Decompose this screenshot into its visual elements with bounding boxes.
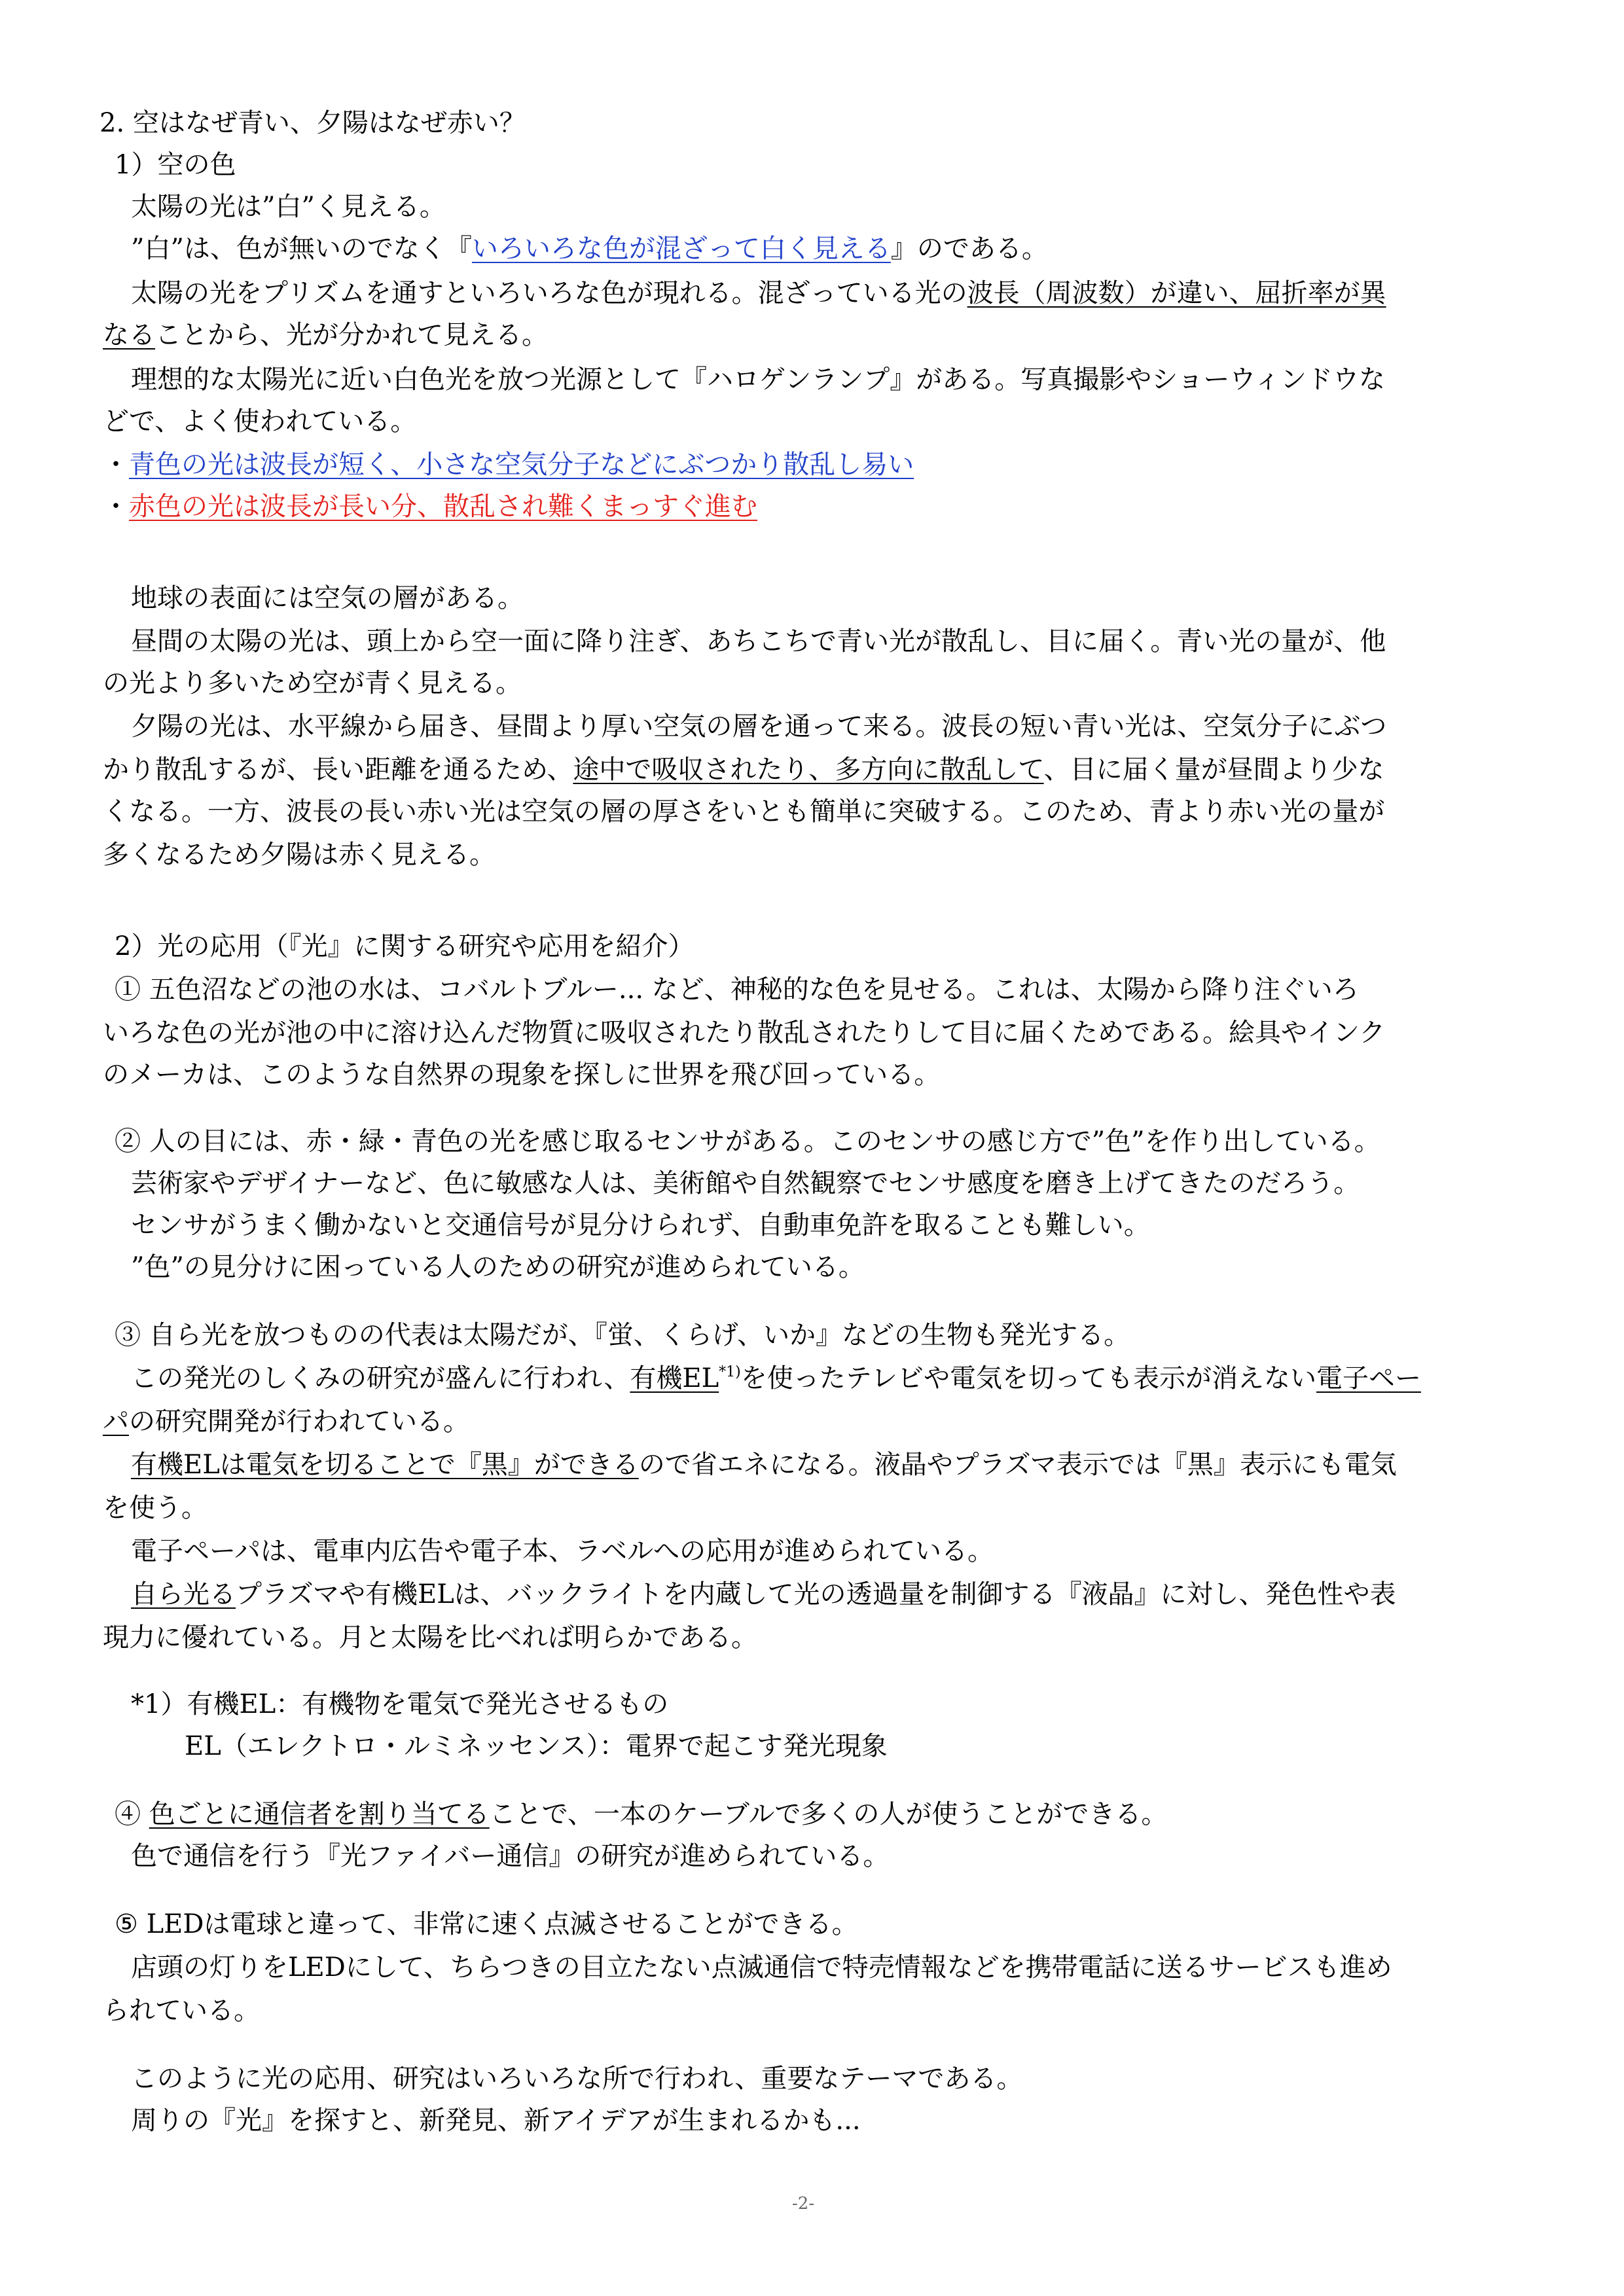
subsection-heading-light-applications: 2）光の応用（『光』に関する研究や応用を紹介） <box>115 931 695 961</box>
item-3-line: を使う。 <box>103 1493 208 1523</box>
item-3-line: ③ 自ら光を放つものの代表は太陽だが、『蛍、くらげ、いか』などの生物も発光する。 <box>115 1320 1130 1350</box>
text-span: 太陽の光をプリズムを通すといろいろな色が現れる。混ざっている光の <box>131 278 967 308</box>
item-3-line <box>131 1448 1397 1482</box>
footnote-line: *1）有機EL：有機物を電気で発光させるもの <box>131 1689 669 1719</box>
highlight-text: いろいろな色が混ざって白く見える <box>471 234 891 264</box>
item-3-line <box>131 1577 1396 1611</box>
item-4-line <box>115 1797 1167 1831</box>
item-3-line <box>103 1405 469 1439</box>
conclusion-line: 周りの『光』を探すと、新発見、新アイデアが生まれるかも... <box>131 2106 861 2136</box>
text-span: ことから、光が分かれて見える。 <box>155 320 548 350</box>
paragraph-line: 理想的な太陽光に近い白色光を放つ光源として『ハロゲンランプ』がある。写真撮影やショーウィンドウな <box>131 365 1385 395</box>
paragraph-line: くなる。一方、波長の長い赤い光は空気の層の厚さをいとも簡単に突破する。このため、青より赤い光の量が <box>103 797 1385 827</box>
text-span: の研究開発が行われている。 <box>129 1407 469 1437</box>
text-span: プラズマや有機ELは、バックライトを内蔵して光の透過量を制御する『液晶』に対し、発色性や表 <box>236 1579 1396 1609</box>
paragraph-line: 昼間の太陽の光は、頭上から空一面に降り注ぎ、あちこちで青い光が散乱し、目に届く。青い光の量が、他 <box>131 626 1386 656</box>
subsection-heading-sky-color: 1）空の色 <box>115 150 236 180</box>
paragraph-line: の光より多いため空が青く見える。 <box>103 668 522 698</box>
paragraph-line: 太陽の光は”白”く見える。 <box>131 192 446 222</box>
text-span: を使ったテレビや電気を切っても表示が消えない <box>740 1363 1316 1393</box>
paragraph-line: 夕陽の光は、水平線から届き、昼間より厚い空気の層を通って来る。波長の短い青い光は、空気分子にぶつ <box>131 711 1387 742</box>
bullet-red-light <box>103 490 757 524</box>
underlined-text: パ <box>103 1407 129 1437</box>
highlight-text: 青色の光は波長が短く、小さな空気分子などにぶつかり散乱し易い <box>129 450 914 480</box>
text-span: 』のである。 <box>890 234 1048 264</box>
paragraph-line: 多くなるため夕陽は赤く見える。 <box>103 840 496 870</box>
bullet-blue-light <box>103 448 914 482</box>
item-1-line: ① 五色沼などの池の水は、コバルトブルー... など、神秘的な色を見せる。これは、太陽から降り注ぐいろ <box>115 975 1359 1005</box>
underlined-text: 色ごとに通信者を割り当てる <box>149 1799 490 1829</box>
item-2-line: ② 人の目には、赤・緑・青色の光を感じ取るセンサがある。このセンサの感じ方で”色”を作り出している。 <box>115 1126 1380 1157</box>
item-5-line: ⑤ LEDは電球と違って、非常に速く点滅させることができる。 <box>115 1909 858 1939</box>
underlined-text: 途中で吸収されたり、多方向に散乱して <box>573 755 1044 785</box>
paragraph-line <box>103 753 1384 787</box>
underlined-text: 電子ペー <box>1316 1363 1421 1393</box>
item-3-line: 電子ペーパは、電車内広告や電子本、ラベルへの応用が進められている。 <box>131 1536 994 1566</box>
underlined-text: 有機ELは電気を切ることで『黒』ができる <box>131 1450 639 1480</box>
paragraph-line <box>103 318 548 352</box>
text-span: この発光のしくみの研究が盛んに行われ、 <box>131 1363 630 1393</box>
section-title: 2. 空はなぜ青い、夕陽はなぜ赤い？ <box>99 108 526 138</box>
item-3-line: 現力に優れている。月と太陽を比べれば明らかである。 <box>103 1623 757 1653</box>
highlight-text: 赤色の光は波長が長い分、散乱され難くまっすぐ進む <box>129 492 757 522</box>
item-4-line: 色で通信を行う『光ファイバー通信』の研究が進められている。 <box>131 1841 890 1871</box>
text-span: ことで、一本のケーブルで多くの人が使うことができる。 <box>489 1799 1168 1829</box>
underlined-text: 有機EL <box>630 1363 719 1393</box>
footnote-line: EL（エレクトロ・ルミネッセンス）：電界で起こす発光現象 <box>185 1731 888 1761</box>
paragraph-line: どで、よく使われている。 <box>103 406 417 437</box>
text-span: ④ <box>115 1799 149 1829</box>
text-span: ”白”は、色が無いのでなく『 <box>131 234 472 264</box>
bullet-mark: ・ <box>103 492 129 522</box>
item-1-line: のメーカは、このような自然界の現象を探しに世界を飛び回っている。 <box>103 1060 941 1090</box>
item-2-line: ”色”の見分けに困っている人のための研究が進められている。 <box>131 1252 865 1282</box>
item-3-line <box>131 1361 1421 1395</box>
paragraph-line <box>131 232 1048 266</box>
item-2-line: 芸術家やデザイナーなど、色に敏感な人は、美術館や自然観察でセンサ感度を磨き上げてきたのだろう。 <box>131 1168 1360 1198</box>
underlined-text: なる <box>103 320 155 350</box>
bullet-mark: ・ <box>103 450 129 480</box>
page-number: -2- <box>792 2194 815 2214</box>
paragraph-line: 地球の表面には空気の層がある。 <box>131 583 524 613</box>
paragraph-line <box>131 276 1386 310</box>
conclusion-line: このように光の応用、研究はいろいろな所で行われ、重要なテーマである。 <box>131 2064 1023 2094</box>
text-span: ので省エネになる。液晶やプラズマ表示では『黒』表示にも電気 <box>638 1450 1397 1480</box>
item-2-line: センサがうまく働かないと交通信号が見分けられず、自動車免許を取ることも難しい。 <box>131 1210 1150 1240</box>
item-1-line: いろな色の光が池の中に溶け込んだ物質に吸収されたり散乱されたりして目に届くためである。絵具やインク <box>103 1018 1386 1048</box>
item-5-line: られている。 <box>103 1996 260 2026</box>
footnote-ref: *1) <box>719 1364 741 1380</box>
text-span: かり散乱するが、長い距離を通るため、 <box>103 755 573 785</box>
underlined-text: 自ら光る <box>131 1579 236 1609</box>
text-span: 、目に届く量が昼間より少な <box>1043 755 1384 785</box>
underlined-text: 波長（周波数）が違い、屈折率が異 <box>967 278 1386 308</box>
item-5-line: 店頭の灯りをLEDにして、ちらつきの目立たない点滅通信で特売情報などを携帯電話に送るサービスも進め <box>131 1952 1392 1982</box>
